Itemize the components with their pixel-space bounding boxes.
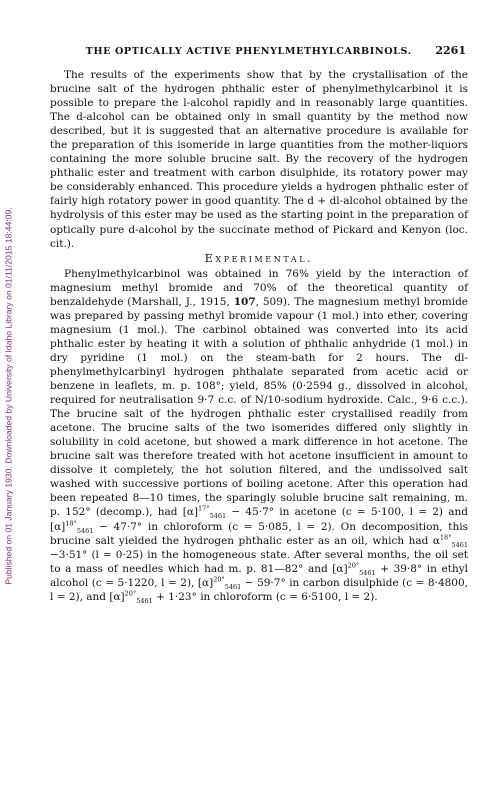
rotation-homogeneous: $\alpha^{18^\circ}_{5461}$ <box>432 533 468 549</box>
rotation-chloroform: $[\alpha]^{18^\circ}_{5461}$ <box>50 519 94 535</box>
experimental-text-b: , 509). The magnesium methyl bromide was prepared by passing methyl bromide vapour (1 mol.) into ether, covering magnesium (1 mol.). The carbinol obtained was converted into its acid phthalic ester by heating it with a solution of phthalic anhydride (1 mol.) in dry pyridine (1 mol.) on the steam-bath for 2 hours. The dl-phenylmethylcarbinyl hydrogen phthalate separated from acetic acid or benzene in leaflets, m. p. 108°; yield, 85% (0·2594 g., dissolved in alcohol, required for neutralisation 9·7 c.c. of N/10-sodium hydroxide. Calc., 9·6 c.c.). The brucine salt of the hydrogen phthalic ester crystallised readily from acetone. The brucine salts of the two isomerides differed only slightly in solubility in cold acetone, but showed a mark difference in hot acetone. The brucine salt was therefore treated with hot acetone insufficient in amount to dissolve it completely, the hot solution filtered, and the undissolved salt washed with successive portions of boiling acetone. After this operation had been repeated 8—10 times, the sparingly soluble brucine salt remaining, m. p. 152° (decomp.), had <box>50 295 469 519</box>
page-number: 2261 <box>435 44 466 57</box>
rotation-carbon-disulphide-value: − 59·7° in carbon disulphide (c = 8·4800, l = 2), and <box>50 576 468 603</box>
article-body <box>50 68 468 604</box>
rotation-chloroform-2: $[\alpha]^{20^\circ}_{5461}$ <box>109 589 153 605</box>
intro-paragraph: The results of the experiments show that by the crystallisation of the brucine salt of the hydrogen phthalic ester of phenylmethylcarbinol it is possible to prepare the l-alcohol rapidly and in reasonably large quantities. The d-alcohol can be obtained only in small quantity by the method now described, but it is suggested that an alternative procedure is available for the preparation of this isomeride in large quantities from the mother-liquors containing the more soluble brucine salt. By the recovery of the hydrogen phthalic ester and treatment with carbon disulphide, its rotatory power may be considerably enhanced. This procedure yields a hydrogen phthalic ester of fairly high rotatory power in good quantity. The d + dl-alcohol obtained by the hydrolysis of this ester may be used as the starting point in the preparation of optically pure d-alcohol by the succinate method of Pickard and Kenyon (loc. cit.). <box>50 69 468 250</box>
rotation-acetone: $[\alpha]^{17^\circ}_{5461}$ <box>182 504 227 521</box>
rotation-ethyl-alcohol: $[\alpha]^{20^\circ}_{5461}$ <box>332 561 376 577</box>
journal-volume: 107 <box>233 295 256 308</box>
rotation-chloroform-2-value: + 1·23° in chloroform (c = 6·5100, l = 2). <box>152 590 378 603</box>
rotation-acetone-value: − 45·7° in acetone (c = 5·100, l = 2) and <box>226 506 468 519</box>
running-title: THE OPTICALLY ACTIVE PHENYLMETHYLCARBINOLS. <box>85 46 412 57</box>
rotation-chloroform-value: − 47·7° in chloroform (c = 5·085, l = 2). On decomposition, this brucine salt yielded the hydrogen phthalic ester as an oil, which had <box>50 520 468 547</box>
section-heading-experimental: Experimental. <box>204 251 314 265</box>
rotation-carbon-disulphide: $[\alpha]^{20^\circ}_{5461}$ <box>197 575 242 591</box>
experimental-paragraph <box>50 267 468 604</box>
page-header <box>62 44 466 57</box>
rotation-homogeneous-value: −3·51° (l = 0·25) in the homogeneous state. After several months, the oil set to a mass of needles which had m. p. 81—82° and <box>50 548 468 575</box>
rotation-ethyl-alcohol-value: + 39·8° in ethyl alcohol (c = 5·1220, l = 2), <box>50 562 468 589</box>
download-watermark <box>0 0 24 792</box>
download-notice-text: Published on 01 January 1930. Downloaded by University of Idaho Library on 01/11/2015 18:44:09. <box>4 207 14 585</box>
experimental-text-a: Phenylmethylcarbinol was obtained in 76% yield by the interaction of magnesium methyl bromide and 70% of the theoretical quantity of benzaldehyde (Marshall, J., 1915, <box>50 267 468 308</box>
